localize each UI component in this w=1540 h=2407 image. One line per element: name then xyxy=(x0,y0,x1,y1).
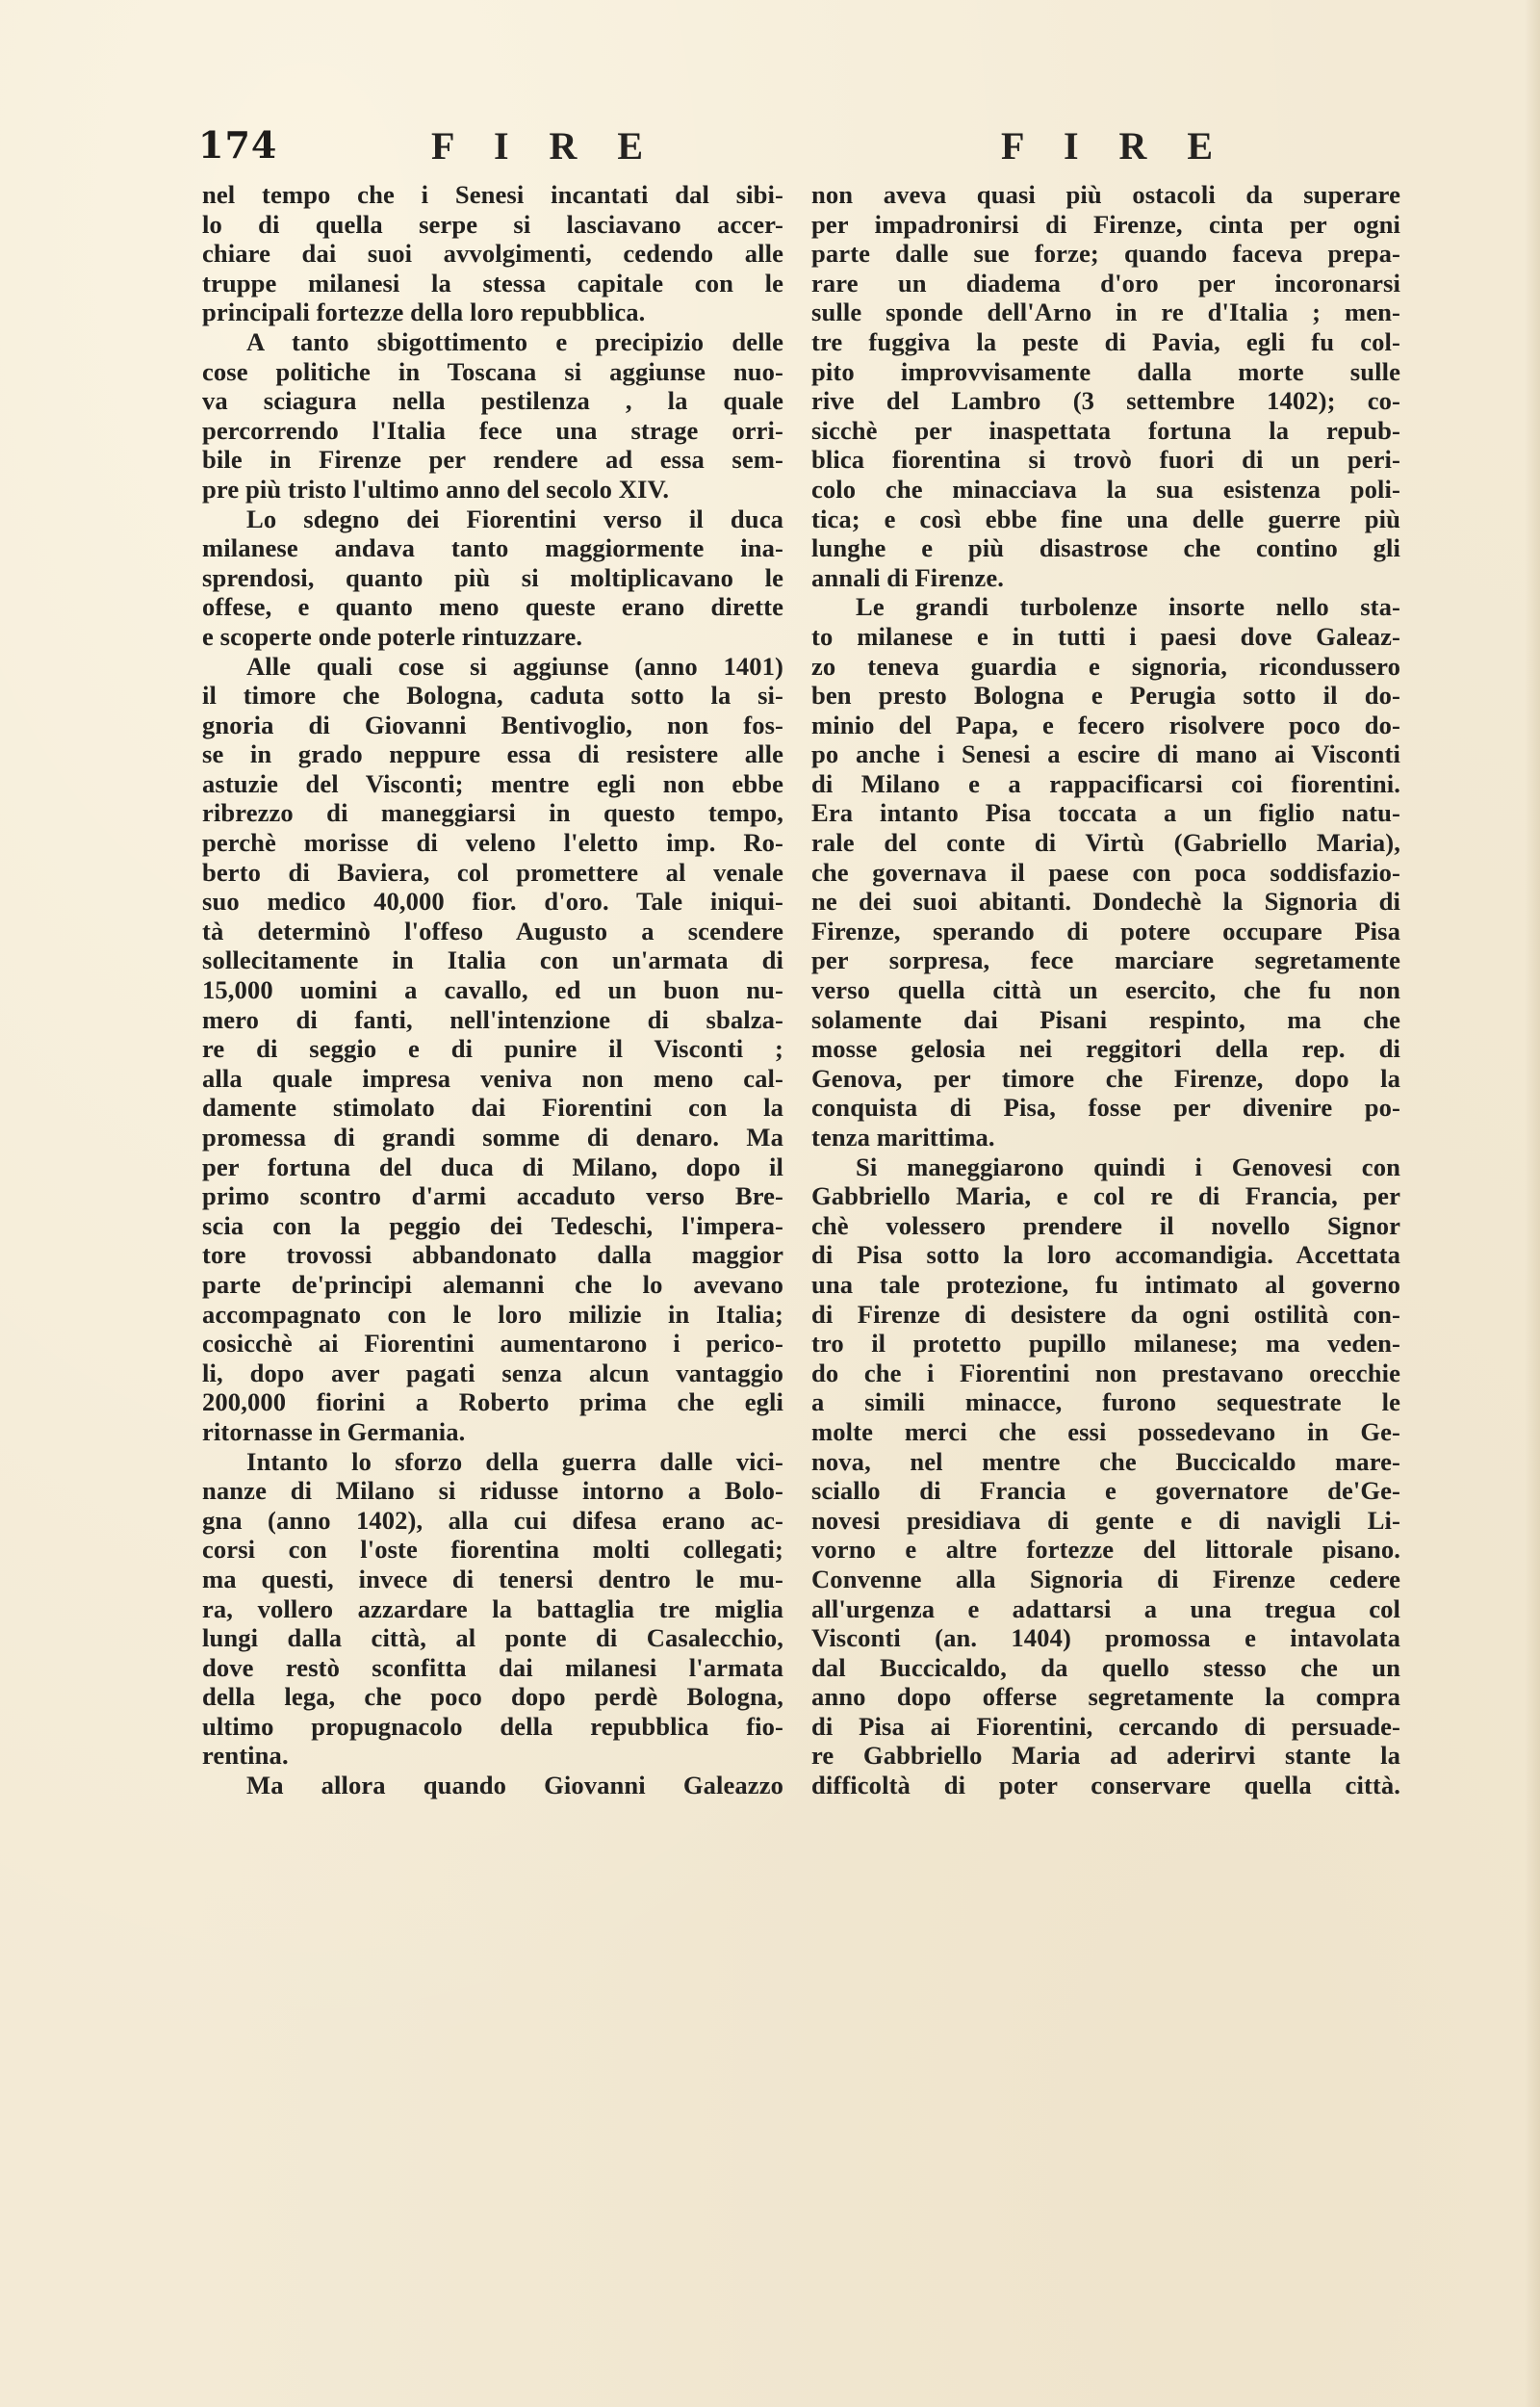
text-line: tro il protetto pupillo milanese; ma veden- xyxy=(811,1329,1400,1359)
text-line: difficoltà di poter conservare quella città. xyxy=(811,1771,1400,1800)
text-line: mero di fanti, nell'intenzione di sbalza- xyxy=(202,1004,783,1034)
text-line: cosicchè ai Fiorentini aumentarono i perico- xyxy=(202,1329,783,1359)
text-line: molte merci che essi possedevano in Ge- xyxy=(811,1416,1400,1446)
text-line: do che i Fiorentini non prestavano orecchie xyxy=(811,1358,1400,1387)
text-line: non aveva quasi più ostacoli da superare xyxy=(811,180,1400,209)
text-line: parte dalle sue forze; quando faceva prepa- xyxy=(811,239,1400,269)
text-line: to milanese e in tutti i paesi dove Galeaz- xyxy=(811,621,1400,651)
text-line: ribrezzo di maneggiarsi in questo tempo, xyxy=(202,798,783,828)
text-line: dove restò sconfitta dai milanesi l'armata xyxy=(202,1652,783,1682)
text-line: corsi con l'oste fiorentina molti collegati; xyxy=(202,1535,783,1565)
text-line: Era intanto Pisa toccata a un figlio natu- xyxy=(811,798,1400,828)
text-line: gnoria di Giovanni Bentivoglio, non fos- xyxy=(202,710,783,739)
text-line: nova, nel mentre che Buccicaldo mare- xyxy=(811,1446,1400,1476)
text-line: perchè morisse di veleno l'eletto imp. Ro- xyxy=(202,828,783,858)
text-line: Lo sdegno dei Fiorentini verso il duca xyxy=(246,504,783,533)
text-line: anno dopo offerse segretamente la compra xyxy=(811,1682,1400,1712)
right-column xyxy=(811,180,1400,1800)
text-line: Gabbriello Maria, e col re di Francia, per xyxy=(811,1181,1400,1211)
text-line: gna (anno 1402), alla cui difesa erano ac- xyxy=(202,1505,783,1535)
text-line: tica; e così ebbe fine una delle guerre più xyxy=(811,504,1400,533)
text-line: re di seggio e di punire il Visconti ; xyxy=(202,1034,783,1064)
text-line: astuzie del Visconti; mentre egli non ebbe xyxy=(202,768,783,798)
text-line: va sciagura nella pestilenza , la quale xyxy=(202,386,783,416)
text-line: di Pisa ai Fiorentini, cercando di persuade- xyxy=(811,1711,1400,1741)
text-line: promessa di grandi somme di denaro. Ma xyxy=(202,1123,783,1152)
text-line: di Milano e a rappacificarsi coi fiorentini. xyxy=(811,768,1400,798)
text-line: rentina. xyxy=(202,1741,289,1771)
text-line: lungi dalla città, al ponte di Casalecchio, xyxy=(202,1623,783,1653)
text-line: per sorpresa, fece marciare segretamente xyxy=(811,945,1400,975)
text-line: verso quella città un esercito, che fu non xyxy=(811,975,1400,1005)
text-line: pito improvvisamente dalla morte sulle xyxy=(811,356,1400,386)
text-line: chè volessero prendere il novello Signor xyxy=(811,1210,1400,1240)
text-line: lo di quella serpe si lasciavano accer- xyxy=(202,209,783,239)
text-line: tre fuggiva la peste di Pavia, egli fu col- xyxy=(811,326,1400,356)
text-line: parte de'principi alemanni che lo avevano xyxy=(202,1269,783,1299)
text-line: e scoperte onde poterle rintuzzare. xyxy=(202,621,583,651)
text-line: tore trovossi abbandonato dalla maggior xyxy=(202,1240,783,1270)
text-line: nel tempo che i Senesi incantati dal sibi- xyxy=(202,180,783,209)
text-line: per impadronirsi di Firenze, cinta per ogni xyxy=(811,209,1400,239)
text-line: berto di Baviera, col promettere al venale xyxy=(202,857,783,887)
text-line: re Gabbriello Maria ad aderirvi stante la xyxy=(811,1741,1400,1771)
page-edge-shadow xyxy=(1525,0,1540,2407)
text-line: per fortuna del duca di Milano, dopo il xyxy=(202,1152,783,1181)
text-line: dal Buccicaldo, da quello stesso che un xyxy=(811,1652,1400,1682)
text-line: accompagnato con le loro milizie in Italia; xyxy=(202,1299,783,1329)
text-line: percorrendo l'Italia fece una strage orri- xyxy=(202,415,783,445)
page-header xyxy=(196,123,1411,169)
text-line: Ma allora quando Giovanni Galeazzo xyxy=(246,1771,783,1800)
text-line: Firenze, sperando di potere occupare Pisa xyxy=(811,916,1400,945)
text-line: tà determinò l'offeso Augusto a scendere xyxy=(202,916,783,945)
text-line: ne dei suoi abitanti. Dondechè la Signoria di xyxy=(811,887,1400,917)
text-line: vorno e altre fortezze del littorale pisano. xyxy=(811,1535,1400,1565)
text-line: Intanto lo sforzo della guerra dalle vici- xyxy=(246,1446,783,1476)
running-head-left: F I R E xyxy=(431,124,659,168)
text-line: di Firenze di desistere da ogni ostilità con- xyxy=(811,1299,1400,1329)
text-line: novesi presidiava di gente e di navigli Li- xyxy=(811,1505,1400,1535)
text-line: della lega, che poco dopo perdè Bologna, xyxy=(202,1682,783,1712)
text-line: offese, e quanto meno queste erano dirette xyxy=(202,592,783,622)
text-line: chiare dai suoi avvolgimenti, cedendo alle xyxy=(202,239,783,269)
text-line: Genova, per timore che Firenze, dopo la xyxy=(811,1063,1400,1093)
text-line: ritornasse in Germania. xyxy=(202,1416,466,1446)
text-line: sollecitamente in Italia con un'armata di xyxy=(202,945,783,975)
text-line: ma questi, invece di tenersi dentro le mu- xyxy=(202,1564,783,1593)
text-line: minio del Papa, e fecero risolvere poco do- xyxy=(811,710,1400,739)
text-line: sicchè per inaspettata fortuna la repub- xyxy=(811,415,1400,445)
left-column xyxy=(202,180,783,1800)
text-line: sprendosi, quanto più si moltiplicavano le xyxy=(202,562,783,592)
text-line: alla quale impresa veniva non meno cal- xyxy=(202,1063,783,1093)
text-line: all'urgenza e adattarsi a una tregua col xyxy=(811,1593,1400,1623)
text-line: se in grado neppure essa di resistere alle xyxy=(202,739,783,769)
text-line: 200,000 fiorini a Roberto prima che egli xyxy=(202,1387,783,1417)
text-line: Alle quali cose si aggiunse (anno 1401) xyxy=(246,651,783,681)
text-line: a simili minacce, furono sequestrate le xyxy=(811,1387,1400,1417)
text-line: il timore che Bologna, caduta sotto la si- xyxy=(202,681,783,711)
text-line: ben presto Bologna e Perugia sotto il do- xyxy=(811,681,1400,711)
text-line: che governava il paese con poca soddisfazio- xyxy=(811,857,1400,887)
text-line: po anche i Senesi a escire di mano ai Visconti xyxy=(811,739,1400,769)
text-line: li, dopo aver pagati senza alcun vantaggio xyxy=(202,1358,783,1387)
text-line: tenza marittima. xyxy=(811,1123,995,1152)
text-line: Si maneggiarono quindi i Genovesi con xyxy=(856,1152,1400,1181)
text-line: solamente dai Pisani respinto, ma che xyxy=(811,1004,1400,1034)
text-line: conquista di Pisa, fosse per divenire po- xyxy=(811,1093,1400,1123)
text-line: damente stimolato dai Fiorentini con la xyxy=(202,1093,783,1123)
text-line: lunghe e più disastrose che contino gli xyxy=(811,533,1400,563)
text-line: scia con la peggio dei Tedeschi, l'impera- xyxy=(202,1210,783,1240)
text-line: cose politiche in Toscana si aggiunse nuo- xyxy=(202,356,783,386)
text-line: ultimo propugnacolo della repubblica fio- xyxy=(202,1711,783,1741)
text-line: annali di Firenze. xyxy=(811,562,1005,592)
text-line: blica fiorentina si trovò fuori di un peri- xyxy=(811,445,1400,475)
text-line: suo medico 40,000 fior. d'oro. Tale iniqui- xyxy=(202,887,783,917)
text-line: primo scontro d'armi accaduto verso Bre- xyxy=(202,1181,783,1211)
text-line: nanze di Milano si ridusse intorno a Bolo- xyxy=(202,1476,783,1506)
text-line: sulle sponde dell'Arno in re d'Italia ; men- xyxy=(811,298,1400,327)
text-line: rive del Lambro (3 settembre 1402); co- xyxy=(811,386,1400,416)
text-line: colo che minacciava la sua esistenza poli- xyxy=(811,474,1400,504)
text-line: 15,000 uomini a cavallo, ed un buon nu- xyxy=(202,975,783,1005)
text-line: truppe milanesi la stessa capitale con le xyxy=(202,268,783,298)
text-line: di Pisa sotto la loro accomandigia. Accettata xyxy=(811,1240,1400,1270)
text-line: sciallo di Francia e governatore de'Ge- xyxy=(811,1476,1400,1506)
text-line: Convenne alla Signoria di Firenze cedere xyxy=(811,1564,1400,1593)
text-line: zo teneva guardia e signoria, ricondussero xyxy=(811,651,1400,681)
text-line: pre più tristo l'ultimo anno del secolo XIV. xyxy=(202,474,670,504)
text-line: bile in Firenze per rendere ad essa sem- xyxy=(202,445,783,475)
running-head-right: F I R E xyxy=(1001,124,1229,168)
text-line: rale del conte di Virtù (Gabriello Maria), xyxy=(811,828,1400,858)
text-line: rare un diadema d'oro per incoronarsi xyxy=(811,268,1400,298)
text-line: A tanto sbigottimento e precipizio delle xyxy=(246,326,783,356)
text-line: ra, vollero azzardare la battaglia tre miglia xyxy=(202,1593,783,1623)
text-line: mosse gelosia nei reggitori della rep. di xyxy=(811,1034,1400,1064)
text-line: una tale protezione, fu intimato al governo xyxy=(811,1269,1400,1299)
page-number: 174 xyxy=(198,123,278,167)
text-line: milanese andava tanto maggiormente ina- xyxy=(202,533,783,563)
text-line: Le grandi turbolenze insorte nello sta- xyxy=(856,592,1400,622)
text-line: principali fortezze della loro repubblica. xyxy=(202,298,646,327)
text-line: Visconti (an. 1404) promossa e intavolata xyxy=(811,1623,1400,1653)
